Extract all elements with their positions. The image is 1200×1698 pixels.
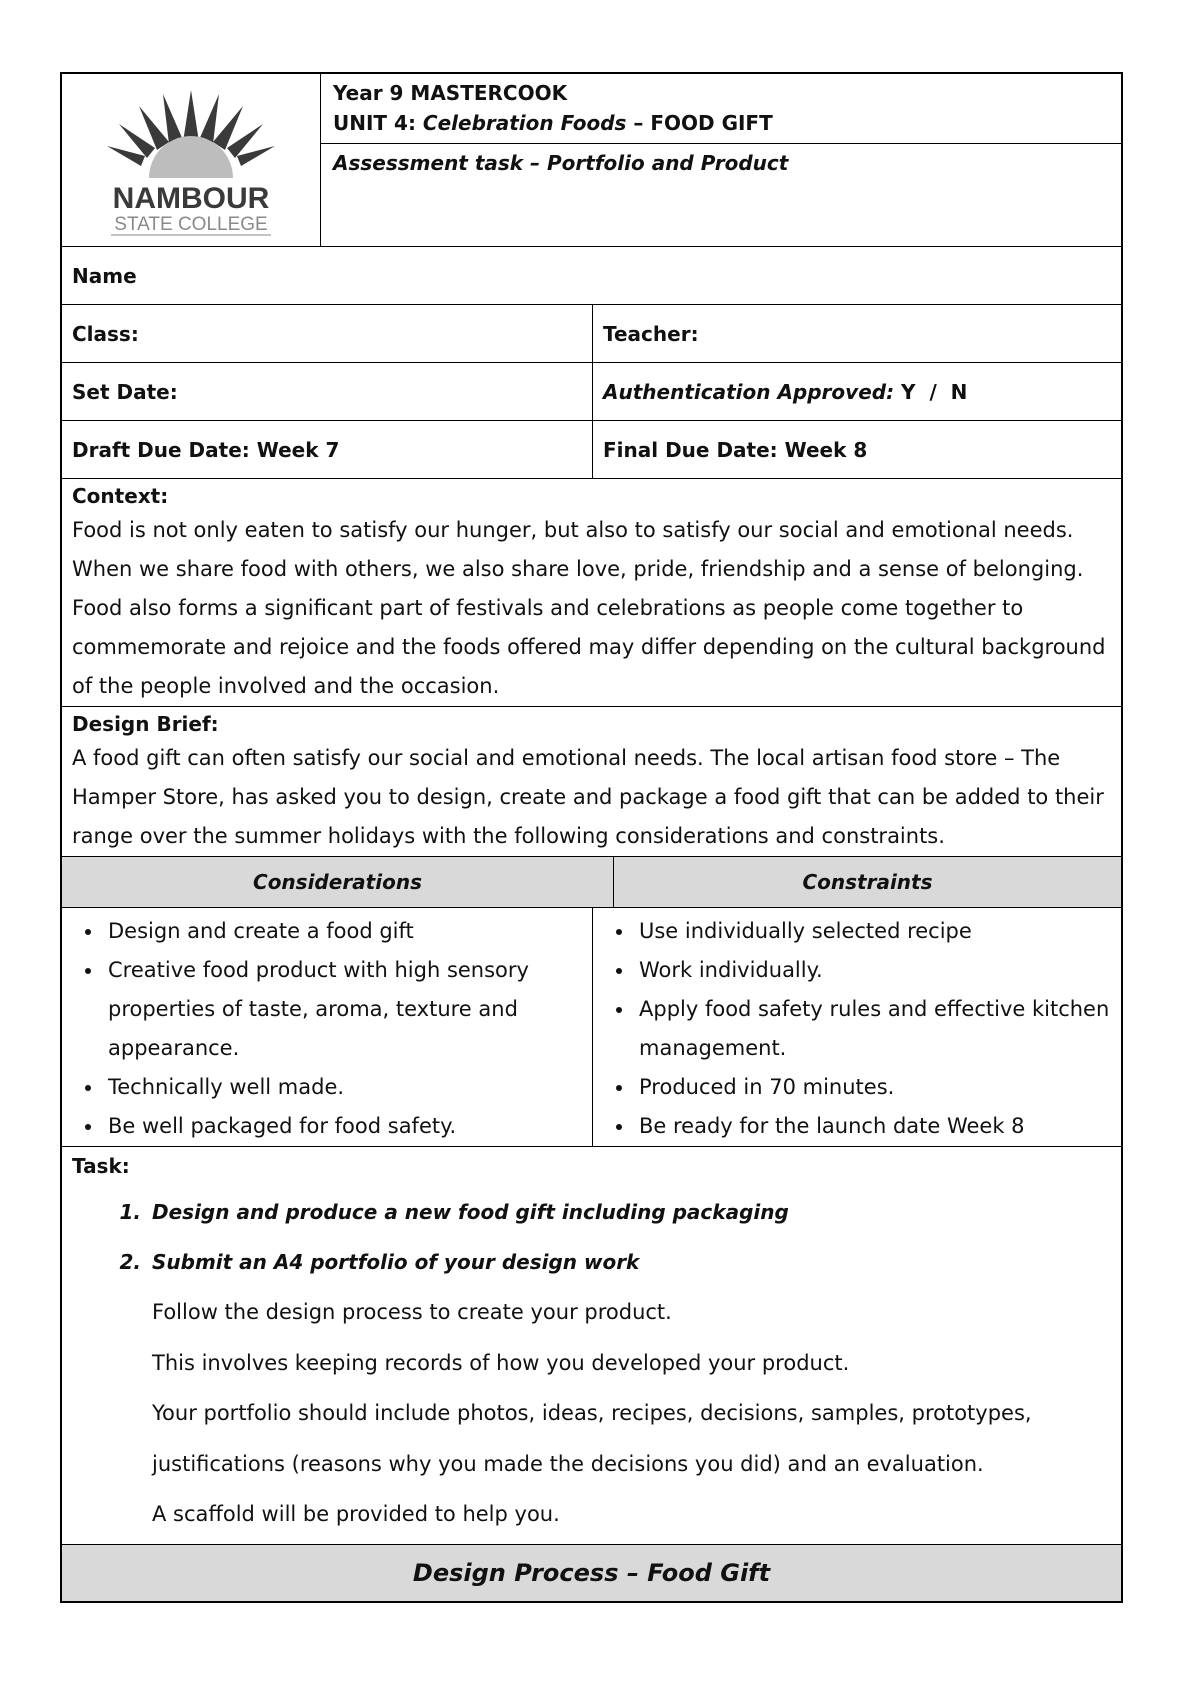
assessment-sheet [60,72,1123,1603]
task-label: Task: [72,1154,130,1178]
teacher-field[interactable]: Teacher: [603,321,699,346]
set-date-field[interactable]: Set Date: [62,363,593,420]
set-date-row [62,363,1121,421]
design-brief-row [62,707,1121,857]
list-item: • Be well packaged for food safety. [104,1107,582,1146]
name-row [62,247,1121,305]
considerations-heading: Considerations [62,857,614,907]
design-brief-section [62,707,1121,856]
school-logo [62,74,321,246]
logo-name-line2: STATE COLLEGE [114,214,268,235]
header-title-block [321,74,1121,246]
assessment-task-title: Assessment task – Portfolio and Product [333,151,789,175]
year-title: Year 9 MASTERCOOK [333,81,568,105]
list-item: • Creative food product with high sensory properties of taste, aroma, texture and appearance. [104,951,582,1068]
authentication-value[interactable]: Y / N [894,379,968,404]
constraints-heading: Constraints [802,870,933,894]
sunburst-logo-icon [91,80,291,240]
list-item: • Apply food safety rules and effective kitchen management. [635,990,1111,1068]
task-step: 1. Design and produce a new food gift including packaging [148,1187,1111,1237]
design-process-heading: Design Process – Food Gift [62,1545,1121,1601]
design-brief-text: A food gift can often satisfy our social and emotional needs. The local artisan food store – The Hamper Store, has asked you to design, create and package a food gift that can be added to their range over the summer holidays with the following considerations and constraints. [72,746,1104,848]
class-teacher-row [62,305,1121,363]
header-row [62,74,1121,247]
context-label: Context: [72,484,169,508]
task-details [72,1287,1111,1540]
due-dates-row [62,421,1121,479]
constraints-list [593,908,1121,1146]
task-step: 2. Submit an A4 portfolio of your design work [148,1237,1111,1287]
list-item: • Technically well made. [104,1068,582,1107]
criteria-list-row [62,908,1121,1147]
task-line: Follow the design process to create your product. [152,1300,672,1324]
name-field[interactable]: Name [72,263,137,288]
task-line: A scaffold will be provided to help you. [152,1502,560,1526]
logo-name-line1: NAMBOUR [112,182,270,215]
unit-prefix: UNIT 4: [333,111,423,135]
list-item: • Work individually. [635,951,1111,990]
final-due-date: Final Due Date: Week 8 [603,437,868,462]
context-section [62,479,1121,706]
context-row [62,479,1121,707]
unit-line [333,108,1109,138]
task-line: justifications (reasons why you made the decisions you did) and an evaluation. [152,1451,984,1476]
criteria-header-row [62,857,1121,908]
context-text: Food is not only eaten to satisfy our hunger, but also to satisfy our social and emotional needs. When we share food with others, we also share love, pride, friendship and a sense of belonging. Food also forms a significant part of festivals and celebrations as people come together to commemorate and rejoice and the foods offered may differ depending on the cultural background of the people involved and the occasion. [72,518,1106,698]
task-line: This involves keeping records of how you developed your product. [152,1350,850,1375]
design-brief-label: Design Brief: [72,712,219,736]
task-row [62,1147,1121,1545]
list-item: • Be ready for the launch date Week 8 [635,1107,1111,1146]
list-item: • Design and create a food gift [104,912,582,951]
task-line: Your portfolio should include photos, ideas, recipes, decisions, samples, prototypes, [152,1401,1032,1425]
class-field[interactable]: Class: [62,305,593,362]
unit-suffix: – FOOD GIFT [626,111,773,135]
list-item: • Use individually selected recipe [635,912,1111,951]
authentication-field[interactable] [593,363,1121,420]
unit-title [321,74,1121,144]
list-item: • Produced in 70 minutes. [635,1068,1111,1107]
considerations-list [62,908,593,1146]
draft-due-date: Draft Due Date: Week 7 [62,421,593,478]
authentication-label: Authentication Approved: [603,379,895,404]
unit-italic: Celebration Foods [422,111,627,135]
task-section [62,1147,1121,1544]
